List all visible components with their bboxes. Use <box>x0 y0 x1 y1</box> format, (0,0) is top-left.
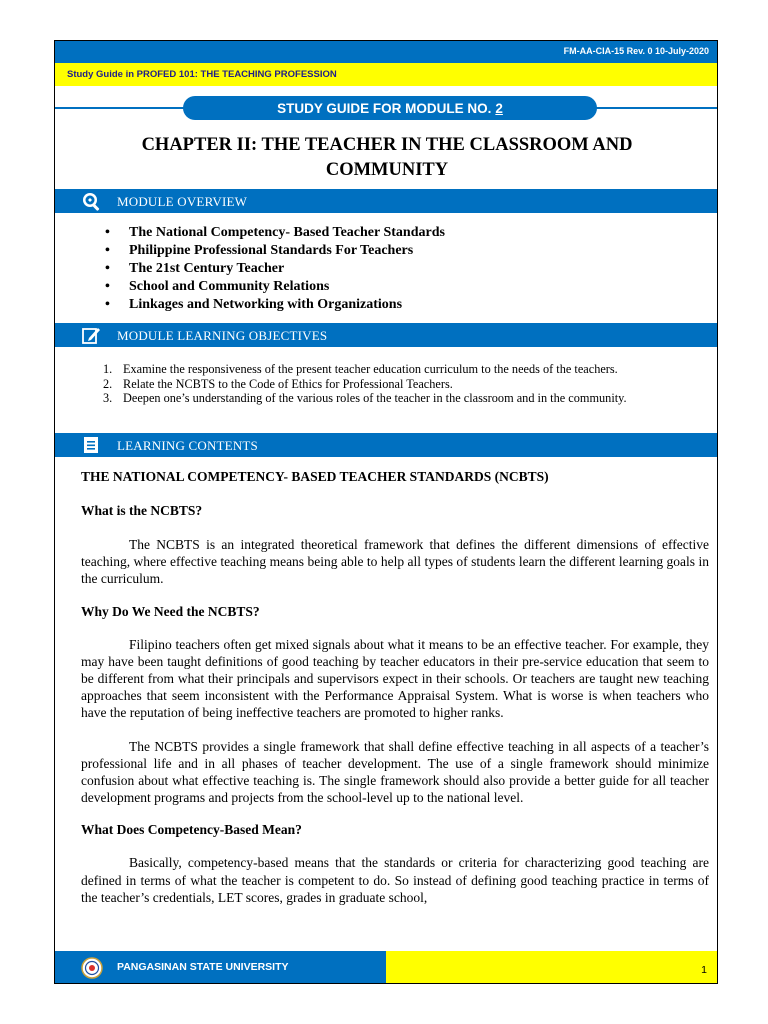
objective-text: Deepen one’s understanding of the various roles of the teacher in the classroom and in the community. <box>123 391 627 405</box>
list-item <box>103 377 709 392</box>
list-item <box>103 362 709 377</box>
module-label: STUDY GUIDE FOR MODULE NO. <box>277 100 492 116</box>
pencil-edit-icon <box>81 325 101 345</box>
section-label-contents: LEARNING CONTENTS <box>117 438 258 453</box>
objectives-list <box>103 362 709 406</box>
university-seal-icon <box>81 957 103 979</box>
module-number: 2 <box>495 100 503 116</box>
list-number: 1. <box>103 362 113 376</box>
page-frame <box>54 40 718 984</box>
overview-list <box>105 224 445 314</box>
section-bar-objectives <box>55 323 717 347</box>
content-heading: Why Do We Need the NCBTS? <box>81 603 260 619</box>
module-banner <box>183 96 597 120</box>
page-number: 1 <box>701 964 707 976</box>
list-item: • School and Community Relations <box>105 278 445 296</box>
content-paragraph: The NCBTS is an integrated theoretical framework that defines the different dimensions of effective teaching, where effective teaching means being able to help all types of students learn the different learning goals in the curriculum. <box>81 537 709 587</box>
chapter-title: CHAPTER II: THE TEACHER IN THE CLASSROOM AND COMMUNITY <box>141 135 633 180</box>
document-icon <box>81 435 101 455</box>
form-code: FM-AA-CIA-15 Rev. 0 10-July-2020 <box>563 46 709 56</box>
footer-university-bar <box>55 951 388 983</box>
header-top-bar <box>55 41 717 63</box>
section-label-overview: MODULE OVERVIEW <box>117 194 248 209</box>
list-item: • The 21st Century Teacher <box>105 260 445 278</box>
section-bar-overview <box>55 189 717 213</box>
magnifier-icon <box>81 191 101 211</box>
content-paragraph: Filipino teachers often get mixed signals about what it means to be an effective teacher. For example, they may have been taught definitions of good teaching by teacher educators in their pre-service education that seem to be different from what their principals and supervisors expect in their schools. Or teachers are taught new teaching approaches that seem inconsistent with the Performance Appraisal System. What is worse is when teachers who have the reputation of being ineffective teachers are promoted to higher ranks. <box>81 636 709 721</box>
list-item: • Linkages and Networking with Organizations <box>105 296 445 314</box>
section-bar-contents <box>55 433 717 457</box>
content-paragraph: The NCBTS provides a single framework that shall define effective teaching in all aspects of a teacher’s professional life and in all phases of teacher development. The use of a single framework should minimize confusion about what effective teaching is. The single framework should also provide a better guide for all teacher development programs and projects from the school-level up to the national level. <box>81 738 709 806</box>
content-paragraph: Basically, competency-based means that the standards or criteria for characterizing good teaching are defined in terms of what the teacher is competent to do. So instead of defining good teaching practice in terms of the teacher’s credentials, LET scores, grades in graduate school, <box>81 855 709 905</box>
objective-text: Relate the NCBTS to the Code of Ethics for Professional Teachers. <box>123 376 453 391</box>
list-number: 2. <box>103 376 113 391</box>
footer-page-bar <box>386 951 717 983</box>
list-number: 3. <box>103 391 113 405</box>
content-main-heading: THE NATIONAL COMPETENCY- BASED TEACHER STANDARDS (NCBTS) <box>81 469 549 484</box>
objective-text: Examine the responsiveness of the present teacher education curriculum to the needs of the teachers. <box>123 362 618 376</box>
list-item: • Philippine Professional Standards For Teachers <box>105 242 445 260</box>
learning-contents <box>81 461 709 906</box>
list-item <box>103 391 709 406</box>
content-heading: What is the NCBTS? <box>81 503 203 518</box>
section-label-objectives: MODULE LEARNING OBJECTIVES <box>117 328 328 343</box>
header-subject-bar <box>55 63 717 86</box>
content-heading: What Does Competency-Based Mean? <box>81 822 302 838</box>
university-name: PANGASINAN STATE UNIVERSITY <box>117 961 289 973</box>
list-item: • The National Competency- Based Teacher Standards <box>105 224 445 242</box>
subject-title: Study Guide in PROFED 101: THE TEACHING PROFESSION <box>67 69 337 80</box>
